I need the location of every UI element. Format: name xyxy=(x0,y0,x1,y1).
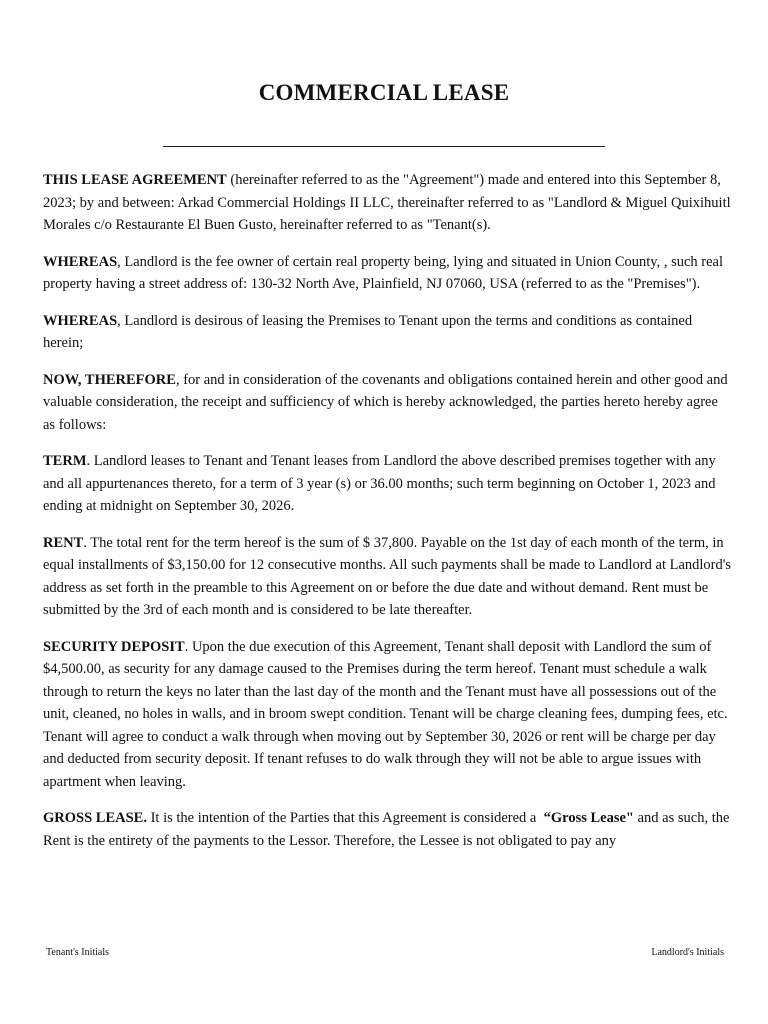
paragraph-lead: SECURITY DEPOSIT xyxy=(43,638,185,655)
paragraph-lead: WHEREAS xyxy=(43,312,118,329)
landlord-initials-label: Landlord's Initials xyxy=(651,947,724,958)
paragraph-lead: THIS LEASE AGREEMENT xyxy=(43,172,227,188)
paragraph-text: . The total rent for the term hereof is the sum of $ 37,800. Payable on the 1st day of each month of the term, in equal installments of $3,150.00 for 12 consecutive months. All such payments shall be made to Landlord at Landlord's address as set forth in the preamble to this Agreement on or before the due date and without demand. Rent must be submitted by the 3rd of each month and is considered to be late thereafter. xyxy=(43,534,732,618)
paragraph-lead: NOW, THEREFORE xyxy=(43,371,176,388)
paragraph-text: . Landlord leases to Tenant and Tenant leases from Landlord the above described premises together with any and all appurtenances thereto, for a term of 3 year (s) or 36.00 months; such term beginning on October 1, 2023 and ending at midnight on September 30, 2026. xyxy=(43,453,716,514)
tenant-initials-label: Tenant's Initials xyxy=(46,947,110,958)
paragraph-whereas-leasing xyxy=(43,310,733,355)
paragraph-gross-lease xyxy=(43,807,733,852)
title-separator-line xyxy=(163,146,605,147)
paragraph-text: . Upon the due execution of this Agreement, Tenant shall deposit with Landlord the sum of $4,500.00, as security for any damage caused to the Premises during the term hereof. Tenant must schedule a walk through to return the keys no later than the last day of the month and the Tenant must have all possessions out of the unit, cleaned, no holes in walls, and in broom swept condition. Tenant will be charge cleaning fees, dumping fees, etc. Tenant will agree to conduct a walk through when moving out by September 30, 2026 or rent will be charge per day and deducted from security deposit. If tenant refuses to do walk through they will not be able to argue issues with apartment when leaving. xyxy=(43,638,728,790)
paragraph-text: (hereinafter referred to as the "Agreement") made and entered into this September 8, 2023; by and between: Arkad Commercial Holdings II LLC, thereinafter referred to as "Landlord & Miguel Quixihuitl Morales c/o Restaurante El Buen Gusto, hereinafter referred to as "Tenant(s). xyxy=(43,172,731,233)
paragraph-agreement xyxy=(43,169,733,237)
paragraph-security-deposit xyxy=(43,636,733,794)
paragraph-text: It is the intention of the Parties that this Agreement is considered a xyxy=(146,810,544,826)
paragraph-text: , for and in consideration of the covenants and obligations contained herein and other good and valuable consideration, the receipt and sufficiency of which is hereby acknowledged, the parties hereto hereby agree as follows: xyxy=(43,371,728,433)
paragraph-rent xyxy=(43,532,733,622)
paragraph-lead: RENT xyxy=(43,534,84,551)
paragraph-lead: TERM xyxy=(43,453,87,469)
paragraph-text-after: and as such, the Rent is the entirety of the payments to the Lessor. Therefore, the Lessee is not obligated to pay any xyxy=(43,810,730,849)
paragraph-now-therefore xyxy=(43,369,733,437)
lease-body xyxy=(43,169,733,866)
paragraph-whereas-owner xyxy=(43,251,733,296)
page-title: COMMERCIAL LEASE xyxy=(258,80,510,105)
paragraph-text: , Landlord is desirous of leasing the Premises to Tenant upon the terms and conditions as contained herein; xyxy=(43,312,693,351)
gross-lease-emphasis: “Gross Lease" xyxy=(543,810,634,826)
paragraph-text: , Landlord is the fee owner of certain real property being, lying and situated in Union County, , such real property having a street address of: 130-32 North Ave, Plainfield, NJ 07060, USA (referred to as the "Premises"). xyxy=(43,253,724,292)
paragraph-lead: GROSS LEASE. xyxy=(43,810,147,826)
paragraph-lead: WHEREAS xyxy=(43,253,118,270)
paragraph-term xyxy=(43,450,733,518)
